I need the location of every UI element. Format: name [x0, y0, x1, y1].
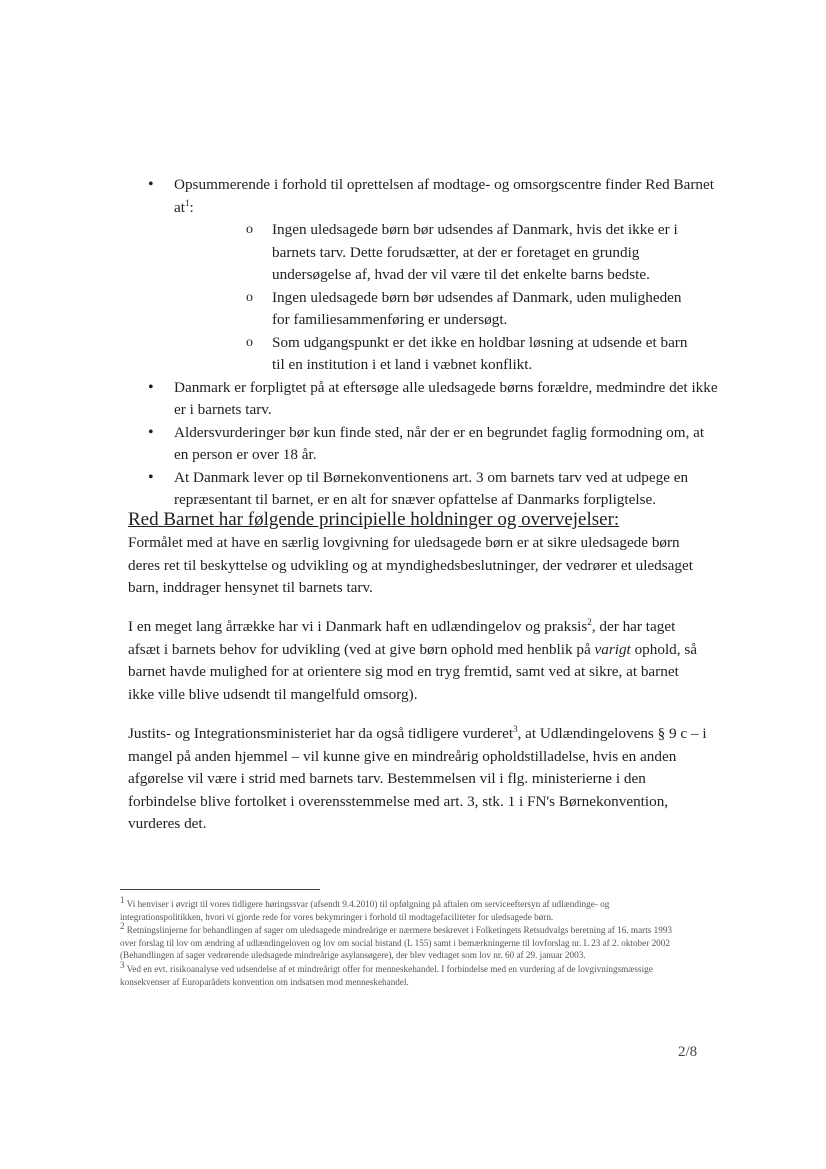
- footnote: $^2$ Retningslinjerne for behandlingen af sager om uledsagede mindreårige er nærmere beskrevet i Folketingets Retsudvalgs beretning af 16. marts 1993 over forslag til lov om ændring af udlændingeloven og lov om social bistand (L 155) samt i bemærkningerne til lovforslag nr. L 23 af 2. oktober 2002 (Behandlingen af sager vedrørende uledsagede mindreårige asylansøgere), der blev vedtaget som lov nr. 60 af 29. januar 2003.: [120, 921, 673, 961]
- footnote: $^3$ Ved en evt. risikoanalyse ved udsendelse af et mindreårigt offer for menneskehandel. I forbindelse med en vurdering af de lovgivningsmæssige konsekvenser af Europarådets konvention om indsatsen mod menneskehandel.: [120, 959, 653, 987]
- page-number: 2/8: [678, 1044, 698, 1060]
- footnote-ref[interactable]: 1: [184, 197, 190, 208]
- footnote-separator: [120, 889, 320, 890]
- paragraph-practice: I en meget lang årrække har vi i Danmark haft en udlændingelov og praksis$^2$, der har taget afsæt i barnets behov for udvikling (ved at give børn ophold med henblik på varigt ophold, så barnet havde mulighed for at orientere sig mod en tryg fremtid, samt ved at sikre, at barnet ikke ville blive udsendt til mangelfuld omsorg).: [128, 616, 698, 703]
- bullet-item: • Danmark er forpligtet på at eftersøge alle uledsagede børns forældre, medmindre det ikke er i barnets tarv.: [148, 377, 718, 422]
- sub-bullet-list: [174, 219, 691, 377]
- section-heading: Red Barnet har følgende principielle holdninger og overvejelser:: [128, 509, 620, 530]
- bullet-item: • Opsummerende i forhold til oprettelsen af modtage- og omsorgscentre finder Red Barnet $at^1$: o Ingen uledsagede børn bør udsendes af Danmark, hvis det ikke er i barnets tarv. Dette forudsætter, at der er foretaget en grundig undersøgelse af, hvad der vil være til det enkelte barns bedste. o Ingen uledsagede børn bør udsendes af Danmark, uden muligheden for familiesammenføring er undersøgt. o Som udgangspunkt er det ikke en holdbar løsning at udsende et barn til en institution i et land i væbnet konflikt.: [148, 174, 718, 377]
- bullet-item: • Aldersvurderinger bør kun finde sted, når der er en begrundet faglig formodning om, at en person er over 18 år.: [148, 422, 718, 467]
- footnote: $^1$ Vi henviser i øvrigt til vores tidligere høringssvar (afsendt 9.4.2010) til opfølgning på aftalen om serviceeftersyn af udlændinge- og integrationspolitikken, hvori vi gjorde rede for vores bekymringer i forhold til modtagefaciliteter for uledsagede børn.: [120, 894, 610, 922]
- bullet-item: • At Danmark lever op til Børnekonventionens art. 3 om barnets tarv ved at udpege en repræsentant til barnet, er en alt for snæver opfattelse af Danmarks forpligtelse.: [148, 467, 718, 512]
- sub-bullet-item: o Som udgangspunkt er det ikke en holdbar løsning at udsende et barn til en institution i et land i væbnet konflikt.: [246, 332, 691, 377]
- paragraph-purpose: Formålet med at have en særlig lovgivning for uledsagede børn er at sikre uledsagede børn deres ret til beskyttelse og udvikling og at myndighedsbeslutninger, der vedrører et uledsaget barn, inddrager hensynet til barnets tarv.: [128, 534, 693, 596]
- paragraph-ministry: Justits- og Integrationsministeriet har da også tidligere vurderet$^3$, at Udlændingelovens § 9 c – i mangel på anden hjemmel – vil kunne give en mindreårig opholdstilladelse, hvis en anden afgørelse vil være i strid med barnets tarv. Bestemmelsen vil i flg. ministerierne i den forbindelse blive fortolket i overensstemmelse med art. 3, stk. 1 i FN's Børnekonvention, vurderes det.: [128, 723, 707, 832]
- footnotes: [120, 894, 690, 989]
- summary-bullet-list: [148, 174, 718, 512]
- sub-bullet-item: o Ingen uledsagede børn bør udsendes af Danmark, hvis det ikke er i barnets tarv. Dette forudsætter, at der er foretaget en grundig undersøgelse af, hvad der vil være til det enkelte barns bedste.: [246, 219, 691, 287]
- footnote-ref[interactable]: 3: [513, 723, 518, 734]
- sub-bullet-item: o Ingen uledsagede børn bør udsendes af Danmark, uden muligheden for familiesammenføring er undersøgt.: [246, 287, 691, 332]
- footnote-ref[interactable]: 2: [587, 616, 592, 627]
